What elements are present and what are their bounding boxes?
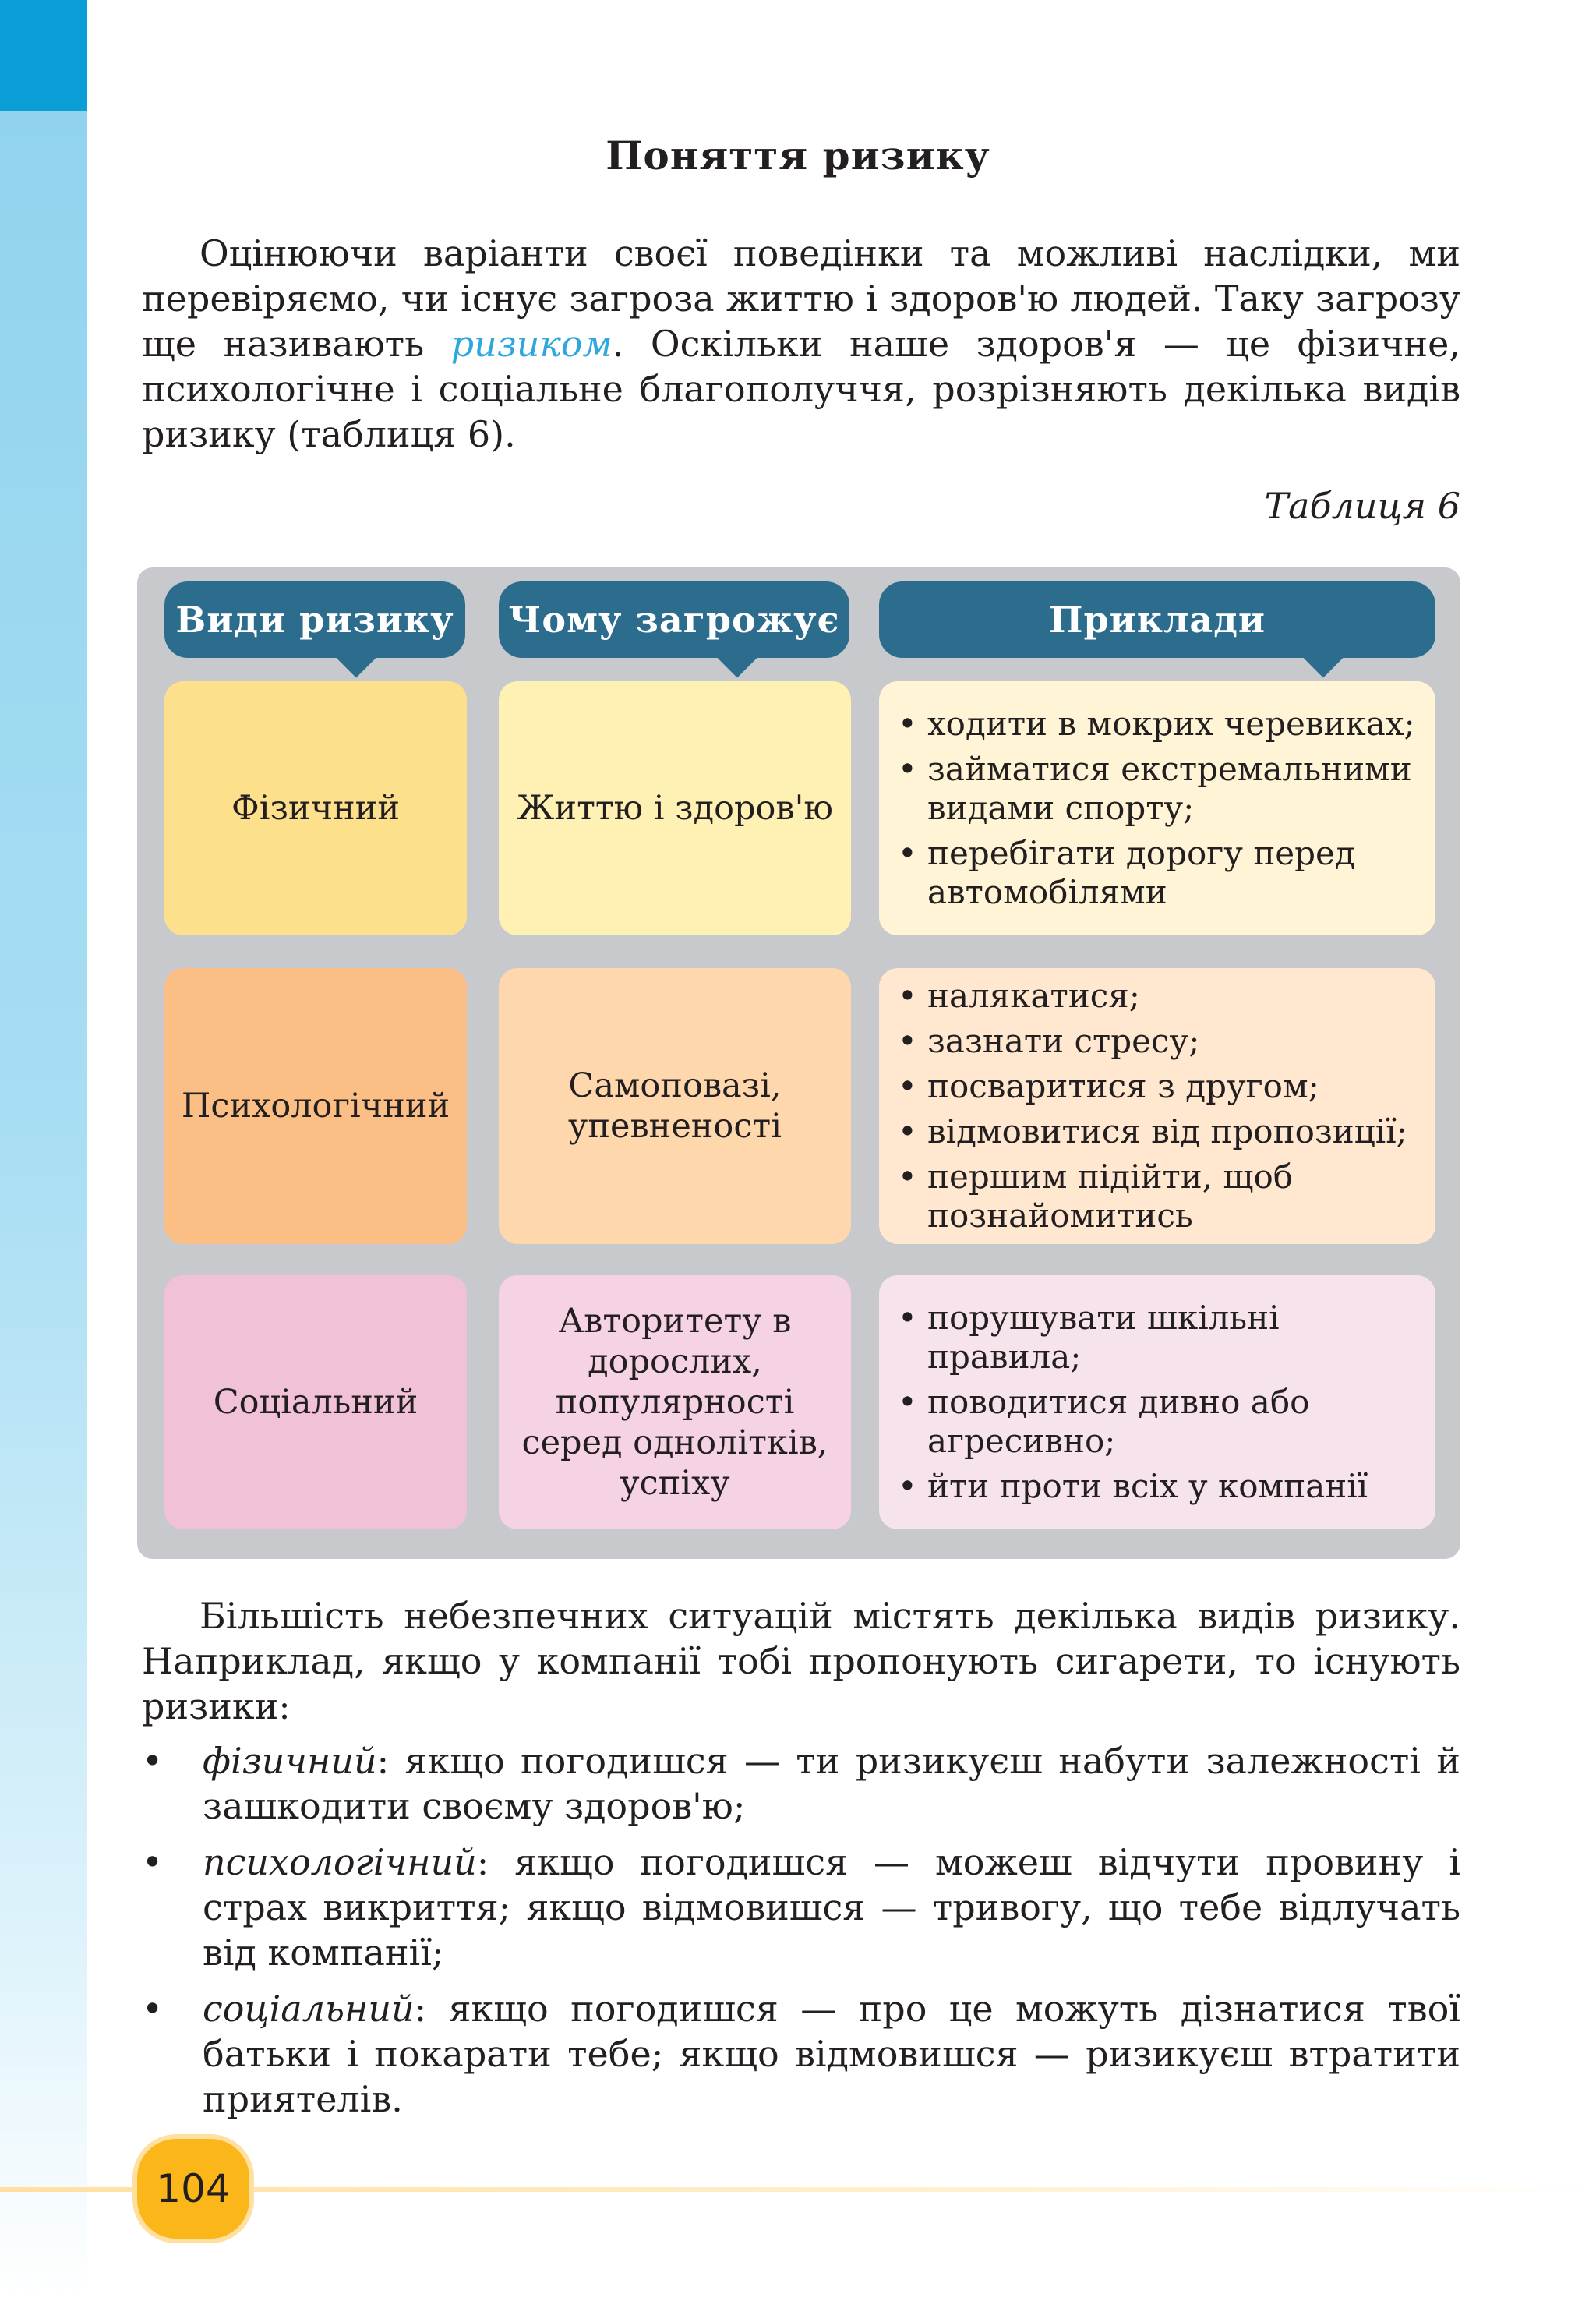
after-table-paragraph: Більшість небезпечних ситуацій містять декілька видів ризику. Наприклад, якщо у компанії тобі пропонують сигарети, то існують ризики: xyxy=(142,1595,1460,1727)
side-decoration-bar xyxy=(0,0,87,2301)
cell-type-physical xyxy=(164,681,467,935)
list-item: • йти проти всіх у компанії xyxy=(898,1467,1368,1505)
list-item: • порушувати шкільні правила; xyxy=(898,1299,1280,1376)
list-item: • відмовитися від пропозиції; xyxy=(898,1112,1407,1150)
list-item: • фізичний: якщо погодишся — ти ризикуєш набути залежності й зашкодити своєму здоров'ю; xyxy=(142,1740,1460,1827)
list-item: • зазнати стресу; xyxy=(898,1022,1200,1060)
type-label: Фізичний xyxy=(231,789,400,828)
cell-threat-psychological xyxy=(499,968,851,1244)
table-caption: Таблиця 6 xyxy=(1264,485,1460,527)
header-examples: Приклади xyxy=(879,581,1435,658)
bullet-term: фізичний xyxy=(203,1740,377,1782)
list-item: • психологічний: якщо погодишся — можеш відчути провину і страх викриття; якщо відмовишся — тривогу, що тебе відлучать від компанії; xyxy=(142,1841,1460,1974)
type-label: Соціальний xyxy=(213,1383,418,1422)
page-number: 104 xyxy=(137,2139,249,2239)
list-item: • ходити в мокрих черевиках; xyxy=(898,705,1415,743)
cell-type-psychological xyxy=(164,968,467,1244)
list-item: • соціальний: якщо погодишся — про це можуть дізнатися твої батьки і покарати тебе; якщо відмовишся — ризикуєш втратити приятелів. xyxy=(142,1988,1460,2120)
cell-type-social xyxy=(164,1275,467,1529)
cell-examples-psychological xyxy=(879,968,1435,1244)
intro-paragraph xyxy=(142,231,1460,457)
side-accent-block xyxy=(0,0,87,111)
list-item: • посваритися з другом; xyxy=(898,1067,1319,1105)
threat-label: Авторитету в дорослих, популярності серед однолітків, успіху xyxy=(521,1302,828,1503)
intro-text-before: Оцінюючи варіанти своєї поведінки та можливі наслідки, ми перевіряємо, чи існує загроза життю і здоров'ю людей. Таку загрозу ще називають xyxy=(142,232,1460,365)
cell-examples-physical xyxy=(879,681,1435,935)
page-title: Поняття ризику xyxy=(606,133,990,178)
cell-threat-social xyxy=(499,1275,851,1529)
cell-threat-physical xyxy=(499,681,851,935)
list-item: • налякатися; xyxy=(898,977,1140,1015)
header-why-threatens: Чому загрожує xyxy=(499,581,849,658)
header-risk-types: Види ризику xyxy=(164,581,465,658)
type-label: Психологічний xyxy=(181,1087,450,1126)
cell-examples-social xyxy=(879,1275,1435,1529)
intro-text-after: . Оскільки наше здоров'я — це фізичне, психологічне і соціальне благополуччя, розрізняють декілька видів ризику (таблиця 6). xyxy=(142,323,1460,455)
list-item: • поводитися дивно або агресивно; xyxy=(898,1383,1310,1460)
risk-bullet-list xyxy=(142,1738,1460,2133)
threat-label: Самоповазі, упевненості xyxy=(568,1066,782,1146)
list-item: • займатися екстремальними видами спорту; xyxy=(898,750,1412,827)
term-risk: ризиком xyxy=(450,323,613,365)
bullet-term: соціальний xyxy=(203,1988,415,2030)
bullet-term: психологічний xyxy=(203,1841,477,1883)
list-item: • перебігати дорогу перед автомобілями xyxy=(898,834,1355,911)
threat-label: Життю і здоров'ю xyxy=(517,789,833,828)
list-item: • першим підійти, щоб познайомитись xyxy=(898,1158,1294,1235)
